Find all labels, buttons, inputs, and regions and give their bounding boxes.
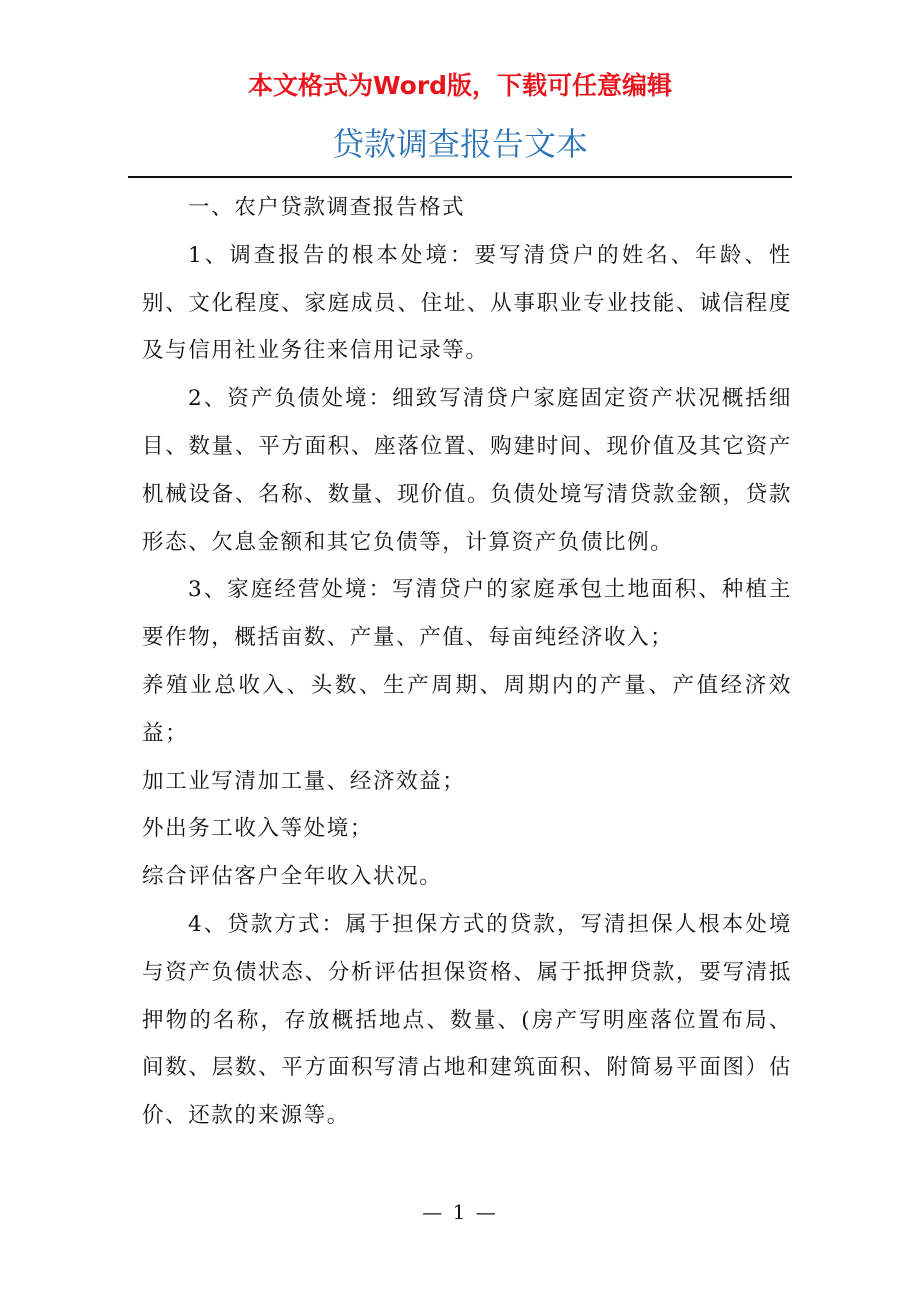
title-divider (128, 176, 792, 178)
paragraph-breeding: 养殖业总收入、头数、生产周期、周期内的产量、产值经济效益； (142, 672, 792, 746)
paragraph-basic-situation: 1、调查报告的根本处境：要写清贷户的姓名、年龄、性别、文化程度、家庭成员、住址、从事职业专业技能、诚信程度及与信用社业务往来信用记录等。 (142, 242, 792, 364)
document-body (142, 184, 792, 1140)
paragraph-income-assessment: 综合评估客户全年收入状况。 (142, 864, 443, 890)
document-title: 贷款调查报告文本 (331, 125, 588, 163)
page-number: — 1 — (422, 1200, 498, 1224)
paragraph-section-heading: 一、农户贷款调查报告格式 (188, 195, 466, 220)
paragraph-loan-method: 4、贷款方式：属于担保方式的贷款，写清担保人根本处境与资产负债状态、分析评估担保资格、属于抵押贷款，要写清抵押物的名称，存放概括地点、数量、(房产写明座落位置布局、间数、层数、平方面积写清占地和建筑面积、附简易平面图）估价、还款的来源等。 (142, 911, 792, 1129)
paragraph-family-operation: 3、家庭经营处境：写清贷户的家庭承包土地面积、种植主要作物，概括亩数、产量、产值、每亩纯经济收入； (142, 577, 792, 651)
download-banner: 本文格式为Word版，下载可任意编辑 (247, 71, 673, 100)
paragraph-processing: 加工业写清加工量、经济效益； (142, 768, 466, 794)
paragraph-assets-liabilities: 2、资产负债处境：细致写清贷户家庭固定资产状况概括细目、数量、平方面积、座落位置、购建时间、现价值及其它资产机械设备、名称、数量、现价值。负债处境写清贷款金额，贷款形态、欠息金额和其它负债等，计算资产负债比例。 (142, 386, 792, 555)
paragraph-migrant-work: 外出务工收入等处境； (142, 816, 374, 842)
